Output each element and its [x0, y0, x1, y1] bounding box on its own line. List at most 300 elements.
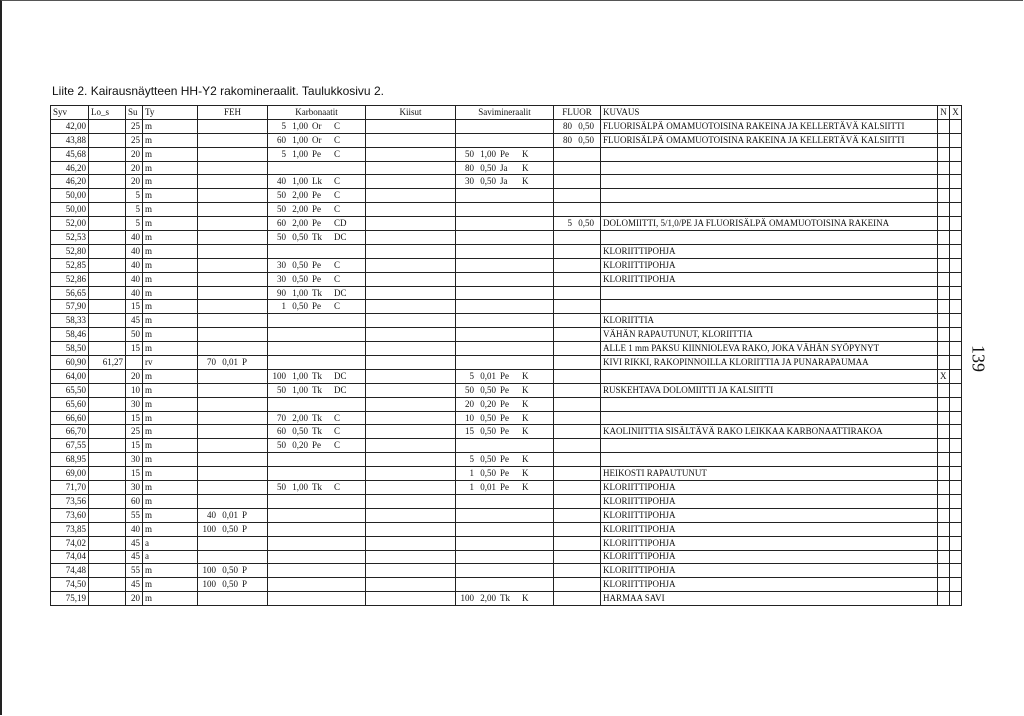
cell-lo-s [89, 411, 126, 425]
cell-kiisut [366, 397, 456, 411]
cell-karbonaatit-part: 50 [277, 204, 286, 215]
cell-savimineraalit-part: 0,50 [480, 426, 496, 437]
cell-karbonaatit [268, 508, 366, 522]
cell-x [950, 536, 962, 550]
cell-x [950, 494, 962, 508]
cell-fluor [554, 397, 601, 411]
cell-kuvaus: KAOLINIITTIA SISÄLTÄVÄ RAKO LEIKKAA KARBONAATTIRAKOA [601, 425, 938, 439]
cell-syv: 64,00 [51, 369, 89, 383]
cell-karbonaatit [268, 481, 366, 495]
cell-syv: 52,86 [51, 272, 89, 286]
cell-fluor [554, 175, 601, 189]
cell-feh [198, 161, 268, 175]
cell-karbonaatit-part: Pe [312, 440, 321, 451]
cell-feh [198, 522, 268, 536]
cell-kiisut [366, 244, 456, 258]
cell-ty: m [143, 592, 198, 606]
cell-ty: m [143, 578, 198, 592]
cell-ty: m [143, 453, 198, 467]
cell-savimineraalit-part: 0,50 [480, 412, 496, 423]
cell-fluor [554, 467, 601, 481]
cell-fluor [554, 369, 601, 383]
cell-su: 60 [126, 494, 143, 508]
cell-karbonaatit-part: 60 [277, 426, 286, 437]
cell-syv: 67,55 [51, 439, 89, 453]
cell-karbonaatit-part: 1,00 [292, 148, 308, 159]
cell-n [938, 592, 950, 606]
cell-feh [198, 494, 268, 508]
page-number: 139 [968, 345, 989, 372]
cell-karbonaatit-part: C [334, 481, 341, 492]
cell-ty: m [143, 481, 198, 495]
cell-x [950, 175, 962, 189]
cell-x [950, 231, 962, 245]
cell-kiisut [366, 272, 456, 286]
cell-savimineraalit-part: K [522, 593, 529, 604]
cell-karbonaatit-part: Or [312, 120, 322, 131]
cell-lo-s [89, 425, 126, 439]
cell-su: 25 [126, 119, 143, 133]
cell-fluor [554, 578, 601, 592]
cell-savimineraalit-part: 10 [465, 412, 474, 423]
cell-lo-s [89, 119, 126, 133]
cell-x [950, 425, 962, 439]
cell-lo-s: 61,27 [89, 356, 126, 370]
cell-n [938, 147, 950, 161]
cell-savimineraalit [456, 467, 554, 481]
cell-syv: 58,50 [51, 342, 89, 356]
cell-x [950, 508, 962, 522]
cell-su: 25 [126, 425, 143, 439]
cell-kiisut [366, 314, 456, 328]
cell-kuvaus: KLORIITTIPOHJA [601, 522, 938, 536]
cell-ty: a [143, 550, 198, 564]
cell-feh-part: 100 [202, 565, 216, 576]
table-row [51, 508, 962, 522]
cell-kiisut [366, 189, 456, 203]
cell-lo-s [89, 300, 126, 314]
table-row [51, 314, 962, 328]
cell-kuvaus [601, 231, 938, 245]
cell-karbonaatit-part: 40 [277, 176, 286, 187]
cell-n [938, 314, 950, 328]
cell-syv: 74,50 [51, 578, 89, 592]
cell-su: 45 [126, 550, 143, 564]
cell-savimineraalit [456, 369, 554, 383]
cell-x [950, 133, 962, 147]
table-row [51, 550, 962, 564]
cell-karbonaatit-part: DC [334, 370, 347, 381]
cell-savimineraalit [456, 314, 554, 328]
cell-savimineraalit-part: Pe [500, 454, 509, 465]
cell-n [938, 425, 950, 439]
cell-fluor [554, 342, 601, 356]
cell-n [938, 356, 950, 370]
cell-syv: 69,00 [51, 467, 89, 481]
cell-lo-s [89, 592, 126, 606]
cell-syv: 57,90 [51, 300, 89, 314]
cell-kuvaus [601, 147, 938, 161]
header-n: N [938, 106, 950, 120]
cell-savimineraalit-part: 0,50 [480, 176, 496, 187]
cell-savimineraalit-part: Pe [500, 148, 509, 159]
cell-savimineraalit [456, 133, 554, 147]
cell-ty: m [143, 272, 198, 286]
table-row [51, 397, 962, 411]
cell-fluor [554, 453, 601, 467]
cell-kuvaus: KLORIITTIPOHJA [601, 494, 938, 508]
cell-karbonaatit-part: Pe [312, 218, 321, 229]
cell-savimineraalit [456, 411, 554, 425]
cell-feh [198, 203, 268, 217]
cell-lo-s [89, 494, 126, 508]
cell-kiisut [366, 592, 456, 606]
cell-su: 5 [126, 217, 143, 231]
cell-karbonaatit-part: 5 [281, 148, 286, 159]
cell-fluor-part: 80 [563, 134, 572, 145]
table-row [51, 467, 962, 481]
cell-fluor [554, 258, 601, 272]
cell-feh [198, 244, 268, 258]
cell-x [950, 481, 962, 495]
cell-x [950, 522, 962, 536]
cell-savimineraalit [456, 425, 554, 439]
cell-n [938, 342, 950, 356]
cell-kuvaus [601, 411, 938, 425]
cell-karbonaatit-part: DC [334, 384, 347, 395]
table-row [51, 300, 962, 314]
cell-savimineraalit-part: 20 [465, 398, 474, 409]
cell-feh-part: 100 [202, 523, 216, 534]
cell-feh [198, 481, 268, 495]
cell-x [950, 411, 962, 425]
cell-savimineraalit [456, 564, 554, 578]
cell-kiisut [366, 411, 456, 425]
cell-savimineraalit-part: 5 [469, 370, 474, 381]
cell-savimineraalit-part: 0,50 [480, 384, 496, 395]
cell-n [938, 481, 950, 495]
cell-kiisut [366, 133, 456, 147]
cell-fluor [554, 314, 601, 328]
cell-kuvaus [601, 300, 938, 314]
cell-karbonaatit [268, 175, 366, 189]
cell-karbonaatit-part: 100 [272, 370, 286, 381]
cell-karbonaatit-part: Pe [312, 273, 321, 284]
cell-fluor [554, 550, 601, 564]
table-row [51, 494, 962, 508]
cell-karbonaatit [268, 411, 366, 425]
cell-su: 20 [126, 175, 143, 189]
cell-ty: m [143, 133, 198, 147]
cell-fluor [554, 494, 601, 508]
cell-kiisut [366, 467, 456, 481]
cell-fluor [554, 286, 601, 300]
cell-kiisut [366, 369, 456, 383]
cell-feh-part: 100 [202, 579, 216, 590]
cell-savimineraalit [456, 300, 554, 314]
cell-karbonaatit-part: Lk [312, 176, 322, 187]
cell-savimineraalit-part: 50 [465, 384, 474, 395]
table-row [51, 328, 962, 342]
cell-syv: 65,50 [51, 383, 89, 397]
cell-savimineraalit [456, 592, 554, 606]
cell-fluor [554, 508, 601, 522]
cell-karbonaatit-part: CD [334, 218, 347, 229]
rock-minerals-table [50, 105, 962, 606]
cell-kuvaus [601, 175, 938, 189]
cell-savimineraalit [456, 161, 554, 175]
cell-karbonaatit [268, 272, 366, 286]
cell-savimineraalit [456, 189, 554, 203]
cell-n [938, 217, 950, 231]
cell-fluor [554, 564, 601, 578]
cell-ty: m [143, 258, 198, 272]
cell-karbonaatit-part: 50 [277, 190, 286, 201]
cell-karbonaatit-part: C [334, 412, 341, 423]
cell-karbonaatit-part: 2,00 [292, 190, 308, 201]
cell-fluor [554, 244, 601, 258]
cell-karbonaatit-part: 1,00 [292, 481, 308, 492]
cell-karbonaatit [268, 397, 366, 411]
cell-savimineraalit-part: K [522, 481, 529, 492]
table-row [51, 356, 962, 370]
cell-syv: 74,48 [51, 564, 89, 578]
cell-ty: m [143, 175, 198, 189]
cell-feh [198, 231, 268, 245]
cell-x [950, 578, 962, 592]
cell-x [950, 286, 962, 300]
cell-fluor [554, 119, 601, 133]
cell-fluor [554, 300, 601, 314]
cell-fluor-part: 0,50 [578, 218, 594, 229]
cell-su: 5 [126, 189, 143, 203]
cell-ty: m [143, 369, 198, 383]
cell-x [950, 439, 962, 453]
cell-su: 15 [126, 342, 143, 356]
cell-karbonaatit-part: C [334, 301, 341, 312]
cell-karbonaatit [268, 147, 366, 161]
cell-savimineraalit [456, 453, 554, 467]
table-row [51, 536, 962, 550]
cell-syv: 75,19 [51, 592, 89, 606]
cell-n [938, 564, 950, 578]
cell-karbonaatit [268, 244, 366, 258]
cell-feh [198, 508, 268, 522]
cell-syv: 46,20 [51, 175, 89, 189]
cell-feh-part: 0,50 [222, 523, 238, 534]
cell-kuvaus: RUSKEHTAVA DOLOMIITTI JA KALSIITTI [601, 383, 938, 397]
cell-savimineraalit-part: 0,01 [480, 481, 496, 492]
cell-kiisut [366, 161, 456, 175]
cell-feh-part: 0,50 [222, 579, 238, 590]
cell-karbonaatit-part: 2,00 [292, 204, 308, 215]
cell-x [950, 147, 962, 161]
cell-su: 15 [126, 439, 143, 453]
cell-savimineraalit-part: 2,00 [480, 593, 496, 604]
table-row [51, 244, 962, 258]
cell-lo-s [89, 369, 126, 383]
cell-karbonaatit-part: 70 [277, 412, 286, 423]
cell-su [126, 356, 143, 370]
cell-karbonaatit-part: C [334, 259, 341, 270]
cell-savimineraalit-part: 15 [465, 426, 474, 437]
cell-savimineraalit [456, 203, 554, 217]
cell-ty: m [143, 147, 198, 161]
cell-kuvaus [601, 286, 938, 300]
header-x: X [950, 106, 962, 120]
cell-karbonaatit-part: 90 [277, 287, 286, 298]
cell-lo-s [89, 550, 126, 564]
cell-fluor [554, 217, 601, 231]
cell-karbonaatit-part: 0,50 [292, 231, 308, 242]
cell-karbonaatit [268, 564, 366, 578]
cell-savimineraalit [456, 494, 554, 508]
cell-feh [198, 411, 268, 425]
cell-feh [198, 453, 268, 467]
cell-fluor [554, 161, 601, 175]
cell-syv: 73,60 [51, 508, 89, 522]
cell-ty: m [143, 522, 198, 536]
cell-n [938, 244, 950, 258]
table-row [51, 453, 962, 467]
cell-kiisut [366, 328, 456, 342]
cell-savimineraalit-part: 1 [469, 468, 474, 479]
cell-n [938, 439, 950, 453]
cell-su: 45 [126, 536, 143, 550]
cell-karbonaatit-part: 1,00 [292, 134, 308, 145]
cell-kiisut [366, 425, 456, 439]
cell-syv: 42,00 [51, 119, 89, 133]
cell-savimineraalit-part: K [522, 162, 529, 173]
cell-ty: m [143, 203, 198, 217]
cell-x [950, 314, 962, 328]
cell-feh [198, 328, 268, 342]
cell-ty: m [143, 342, 198, 356]
cell-savimineraalit-part: 50 [465, 148, 474, 159]
cell-feh [198, 217, 268, 231]
cell-savimineraalit-part: Pe [500, 370, 509, 381]
cell-n [938, 175, 950, 189]
cell-n [938, 411, 950, 425]
cell-savimineraalit-part: 0,50 [480, 162, 496, 173]
table-row [51, 383, 962, 397]
cell-karbonaatit [268, 203, 366, 217]
cell-n [938, 578, 950, 592]
cell-feh [198, 439, 268, 453]
cell-savimineraalit [456, 439, 554, 453]
cell-feh-part: 70 [207, 356, 216, 367]
cell-feh-part: P [242, 565, 248, 576]
cell-karbonaatit-part: C [334, 426, 341, 437]
cell-fluor [554, 481, 601, 495]
cell-n [938, 258, 950, 272]
cell-kiisut [366, 578, 456, 592]
cell-lo-s [89, 467, 126, 481]
cell-feh-part: P [242, 356, 248, 367]
cell-savimineraalit [456, 342, 554, 356]
cell-su: 40 [126, 231, 143, 245]
cell-kuvaus [601, 369, 938, 383]
cell-lo-s [89, 481, 126, 495]
cell-lo-s [89, 272, 126, 286]
cell-karbonaatit [268, 300, 366, 314]
cell-kiisut [366, 494, 456, 508]
cell-savimineraalit-part: K [522, 426, 529, 437]
cell-karbonaatit [268, 592, 366, 606]
cell-kuvaus: KLORIITTIPOHJA [601, 244, 938, 258]
cell-su: 30 [126, 397, 143, 411]
cell-n [938, 397, 950, 411]
table-row [51, 147, 962, 161]
cell-su: 20 [126, 592, 143, 606]
cell-savimineraalit-part: 0,01 [480, 370, 496, 381]
cell-kuvaus: KLORIITTIPOHJA [601, 578, 938, 592]
cell-fluor [554, 522, 601, 536]
table-row [51, 161, 962, 175]
cell-karbonaatit [268, 231, 366, 245]
cell-karbonaatit [268, 119, 366, 133]
cell-fluor [554, 272, 601, 286]
cell-n [938, 133, 950, 147]
cell-n [938, 383, 950, 397]
cell-karbonaatit-part: 1,00 [292, 384, 308, 395]
cell-karbonaatit-part: 1,00 [292, 120, 308, 131]
cell-feh-part: P [242, 579, 248, 590]
cell-savimineraalit-part: K [522, 398, 529, 409]
cell-ty: m [143, 564, 198, 578]
cell-lo-s [89, 314, 126, 328]
cell-karbonaatit [268, 161, 366, 175]
cell-fluor [554, 356, 601, 370]
cell-karbonaatit-part: C [334, 440, 341, 451]
cell-fluor-part: 80 [563, 120, 572, 131]
table-row [51, 578, 962, 592]
cell-su: 15 [126, 411, 143, 425]
cell-fluor [554, 231, 601, 245]
cell-syv: 74,02 [51, 536, 89, 550]
cell-n [938, 494, 950, 508]
cell-kuvaus: FLUORISÄLPÄ OMAMUOTOISINA RAKEINA JA KELLERTÄVÄ KALSIITTI [601, 119, 938, 133]
cell-karbonaatit-part: Pe [312, 190, 321, 201]
cell-kiisut [366, 536, 456, 550]
cell-lo-s [89, 383, 126, 397]
cell-fluor-part: 5 [567, 218, 572, 229]
cell-syv: 71,70 [51, 481, 89, 495]
table-row [51, 439, 962, 453]
cell-n [938, 550, 950, 564]
cell-savimineraalit-part: 0,20 [480, 398, 496, 409]
cell-lo-s [89, 133, 126, 147]
cell-karbonaatit [268, 578, 366, 592]
cell-ty: m [143, 314, 198, 328]
table-row [51, 258, 962, 272]
cell-feh [198, 147, 268, 161]
table-row [51, 425, 962, 439]
cell-kiisut [366, 342, 456, 356]
table-row [51, 175, 962, 189]
cell-karbonaatit-part: 50 [277, 440, 286, 451]
cell-feh [198, 300, 268, 314]
cell-n [938, 453, 950, 467]
cell-kuvaus: KLORIITTIPOHJA [601, 564, 938, 578]
header-kuvaus: KUVAUS [601, 106, 938, 120]
cell-karbonaatit [268, 342, 366, 356]
cell-syv: 58,33 [51, 314, 89, 328]
header-savimineraalit: Savimineraalit [456, 106, 554, 120]
cell-savimineraalit [456, 481, 554, 495]
cell-savimineraalit-part: Pe [500, 426, 509, 437]
cell-savimineraalit-part: 100 [460, 593, 474, 604]
